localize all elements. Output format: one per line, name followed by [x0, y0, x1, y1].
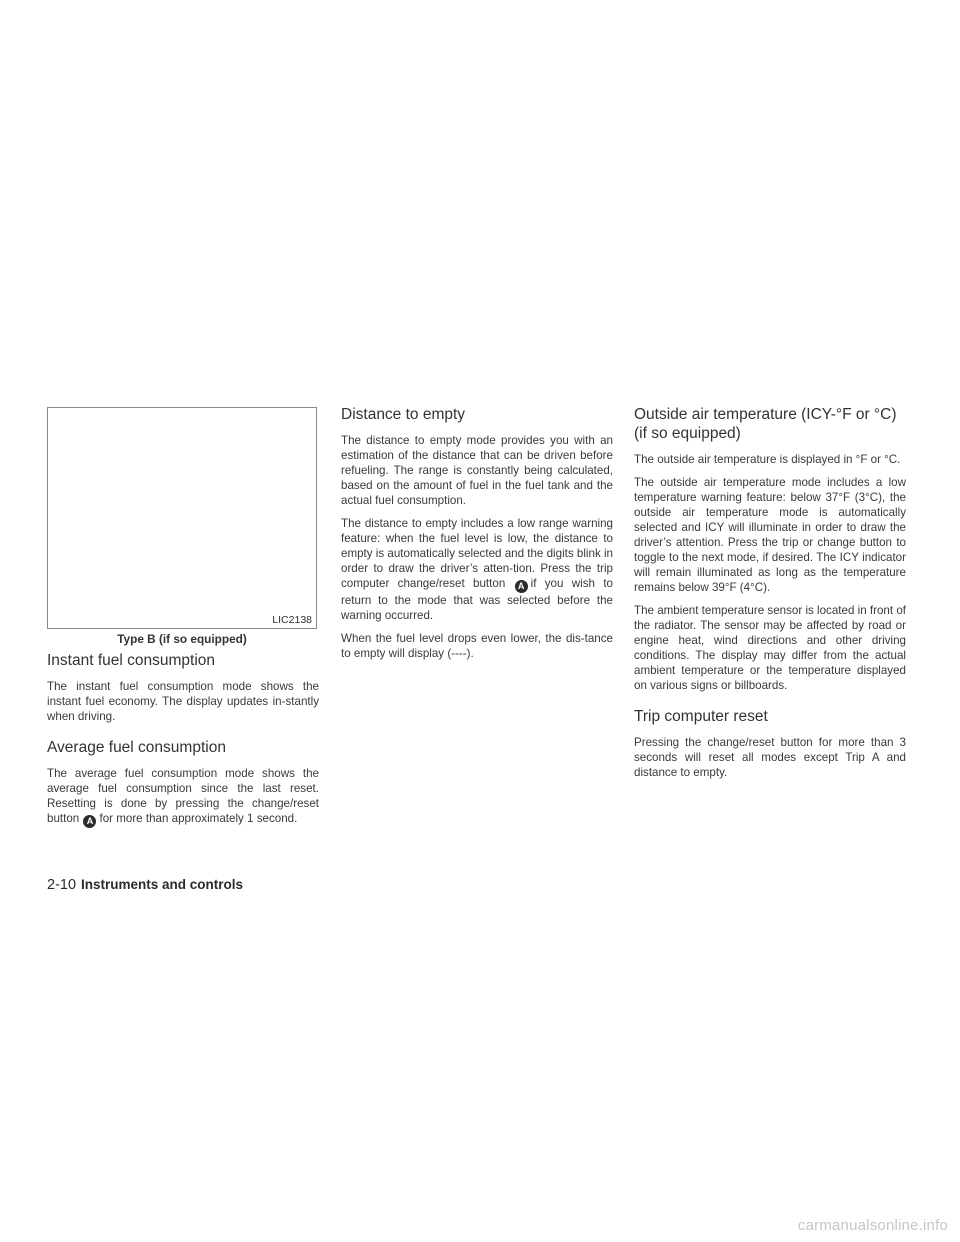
button-a-icon: A: [515, 580, 528, 593]
dte-text-a: The distance to empty includes a low range warning feature: when the fuel level is low, the distance to empty is automatically selected and the digits blink in order to draw the driver’s atten-tion. Press the trip computer change/reset button: [341, 517, 613, 590]
oat-paragraph-2: The outside air temperature mode includes a low temperature warning feature: below 37°F (3°C), the outside air temperature mode is automatically selected and ICY will illuminate in order to draw the driver’s attention. Press the trip or change button to toggle to the next mode, if desired. The ICY indicator will remain illuminated as long as the temperature remains below 39°F (4°C).: [634, 476, 906, 594]
page-number: 2-10: [47, 877, 77, 893]
average-fuel-heading: Average fuel consumption: [47, 739, 226, 756]
instant-fuel-heading: Instant fuel consumption: [47, 652, 216, 669]
watermark: carmanualsonline.info: [797, 1217, 948, 1234]
dte-paragraph-2: [341, 516, 613, 623]
average-fuel-paragraph: [47, 766, 319, 828]
page-footer: [47, 877, 243, 893]
average-fuel-text-b: for more than approximately 1 second.: [99, 812, 298, 825]
dte-paragraph-1: The distance to empty mode provides you with an estimation of the distance that can be driven before refueling. The range is constantly being calculated, based on the amount of fuel in the fuel tank and the actual fuel consumption.: [341, 434, 613, 507]
instant-fuel-paragraph: The instant fuel consumption mode shows the instant fuel economy. The display updates in-stantly when driving.: [47, 680, 319, 723]
column-3: [634, 405, 906, 788]
trip-computer-reset-heading: Trip computer reset: [634, 708, 768, 725]
average-fuel-text-a: The average fuel consumption mode shows the average fuel consumption since the last reset. Resetting is done by pressing the change/reset button: [47, 767, 319, 825]
column-2: [341, 405, 613, 669]
dte-text-b: if you wish to return to the mode that was selected before the warning occurred.: [341, 577, 613, 622]
button-a-icon: A: [83, 815, 96, 828]
reset-paragraph: Pressing the change/reset button for more than 3 seconds will reset all modes except Trip A and distance to empty.: [634, 736, 906, 779]
dte-paragraph-3: When the fuel level drops even lower, the dis-tance to empty will display (----).: [341, 632, 613, 660]
section-name: Instruments and controls: [81, 877, 244, 892]
outside-air-temp-heading: Outside air temperature (ICY-°F or °C) (if so equipped): [634, 406, 897, 442]
figure-caption: Type B (if so equipped): [117, 632, 247, 646]
figure-frame: [47, 407, 317, 629]
oat-paragraph-1: The outside air temperature is displayed in °F or °C.: [634, 453, 901, 466]
column-1: [47, 651, 319, 836]
distance-to-empty-heading: Distance to empty: [341, 406, 466, 423]
figure-code: LIC2138: [272, 614, 312, 626]
oat-paragraph-3: The ambient temperature sensor is located in front of the radiator. The sensor may be affected by road or engine heat, wind directions and other driving conditions. The display may differ from the actual ambient temperature or the temperature displayed on various signs or billboards.: [634, 604, 906, 692]
